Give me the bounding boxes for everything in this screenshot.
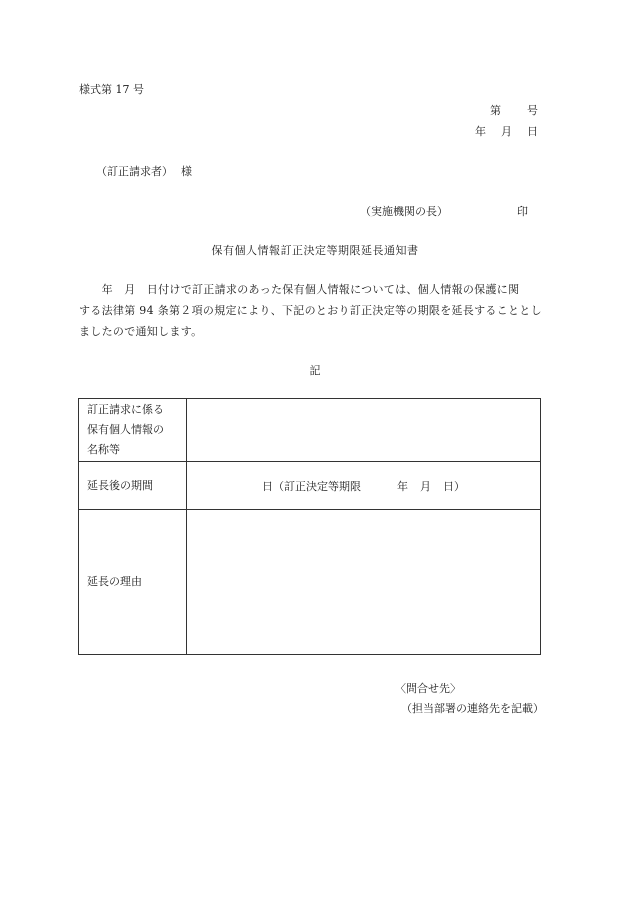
info-name-label-line: 名称等 — [87, 443, 120, 456]
contact-note: （担当部署の連絡先を記載） — [401, 702, 544, 715]
period-value — [187, 462, 541, 510]
recipient-name: （訂正請求者） — [96, 165, 173, 178]
document-number-suffix: 号 — [527, 104, 538, 117]
recipient-line — [96, 163, 192, 179]
period-month: 月 — [420, 479, 431, 493]
date-day: 日 — [527, 125, 538, 138]
date-month: 月 — [501, 125, 512, 138]
table-row-period — [79, 462, 541, 510]
date-year: 年 — [475, 125, 486, 138]
period-close: 日） — [443, 479, 465, 493]
table-row-reason — [79, 510, 541, 655]
body-line: 年 月 日付けで訂正請求のあった保有個人情報については、個人情報の保護に関 — [79, 283, 520, 296]
table-row-info-name — [79, 399, 541, 462]
document-date — [475, 123, 538, 139]
document-number-prefix: 第 — [490, 104, 501, 117]
document-title: 保有個人情報訂正決定等期限延長通知書 — [211, 244, 419, 257]
info-name-label-line: 保有個人情報の — [87, 423, 164, 436]
info-name-value — [187, 399, 541, 462]
sender-name: （実施機関の長） — [360, 205, 448, 218]
period-day: 日 — [262, 479, 273, 493]
seal-mark: 印 — [517, 205, 528, 218]
notice-table — [78, 398, 541, 655]
body-paragraph — [79, 279, 545, 342]
document-number — [490, 102, 538, 118]
period-label: 延長後の期間 — [79, 462, 187, 510]
ki-heading: 記 — [309, 364, 321, 377]
body-line: する法律第 94 条第２項の規定により、下記のとおり訂正決定等の期限を延長することとし — [79, 304, 542, 317]
recipient-honorific: 様 — [181, 165, 192, 178]
body-line: ましたので通知します。 — [79, 325, 203, 338]
reason-label: 延長の理由 — [79, 510, 187, 655]
period-year: 年 — [397, 479, 408, 493]
info-name-label-line: 訂正請求に係る — [87, 403, 164, 416]
period-open: （訂正決定等期限 — [273, 479, 361, 493]
form-number: 様式第 17 号 — [79, 83, 144, 96]
info-name-label — [79, 399, 187, 462]
contact-heading: 〈問合せ先〉 — [395, 682, 461, 695]
reason-value — [187, 510, 541, 655]
